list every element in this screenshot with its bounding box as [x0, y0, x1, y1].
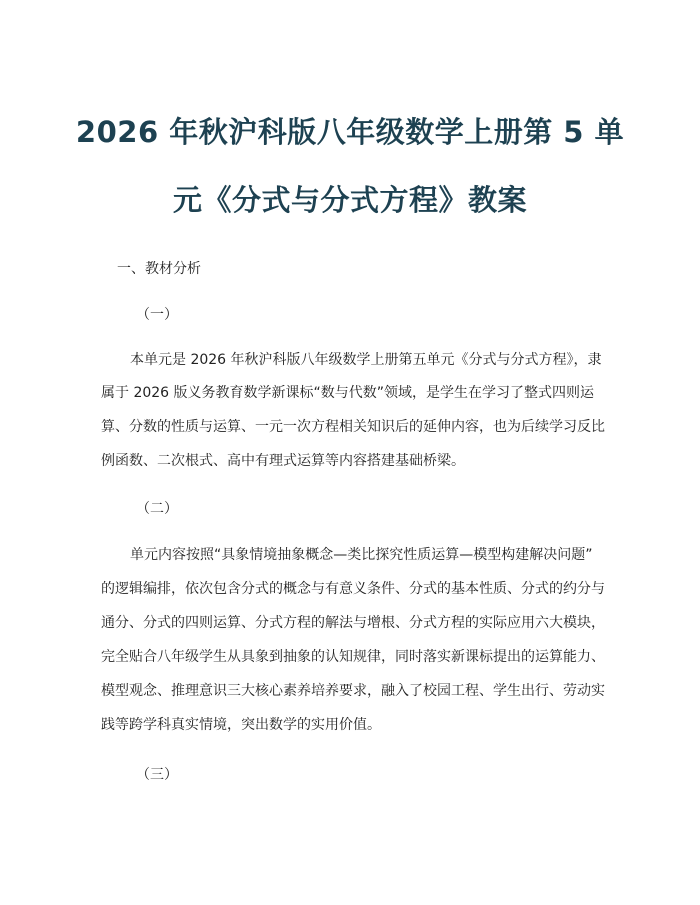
- paragraph-2-line: 通分、分式的四则运算、分式方程的解法与增根、分式方程的实际应用六大模块，: [101, 615, 605, 631]
- subsection-label-3: （三）: [136, 767, 178, 783]
- subsection-label-1: （一）: [136, 307, 178, 323]
- paragraph-1-line: 属于 2026 版义务教育数学新课标“数与代数”领域，是学生在学习了整式四则运: [101, 385, 595, 401]
- paragraph-2-line: 的逻辑编排，依次包含分式的概念与有意义条件、分式的基本性质、分式的约分与: [101, 581, 605, 597]
- section-heading-textbook-analysis: 一、教材分析: [117, 261, 201, 277]
- paragraph-1-line: 算、分数的性质与运算、一元一次方程相关知识后的延伸内容，也为后续学习反比: [101, 419, 605, 435]
- paragraph-1-line: 本单元是 2026 年秋沪科版八年级数学上册第五单元《分式与分式方程》，隶: [130, 352, 602, 368]
- paragraph-2-line: 模型观念、推理意识三大核心素养培养要求，融入了校园工程、学生出行、劳动实: [101, 683, 605, 699]
- document-title-line-2: 元《分式与分式方程》教案: [172, 183, 527, 217]
- paragraph-1-line: 例函数、二次根式、高中有理式运算等内容搭建基础桥梁。: [101, 453, 465, 469]
- paragraph-2-line: 单元内容按照“具象情境抽象概念—类比探究性质运算—模型构建解决问题”: [130, 547, 593, 563]
- document-title-line-1: 2026 年秋沪科版八年级数学上册第 5 单: [75, 115, 625, 149]
- paragraph-2-line: 践等跨学科真实情境，突出数学的实用价值。: [101, 717, 381, 733]
- subsection-label-2: （二）: [136, 501, 178, 517]
- paragraph-2-line: 完全贴合八年级学生从具象到抽象的认知规律，同时落实新课标提出的运算能力、: [101, 649, 605, 665]
